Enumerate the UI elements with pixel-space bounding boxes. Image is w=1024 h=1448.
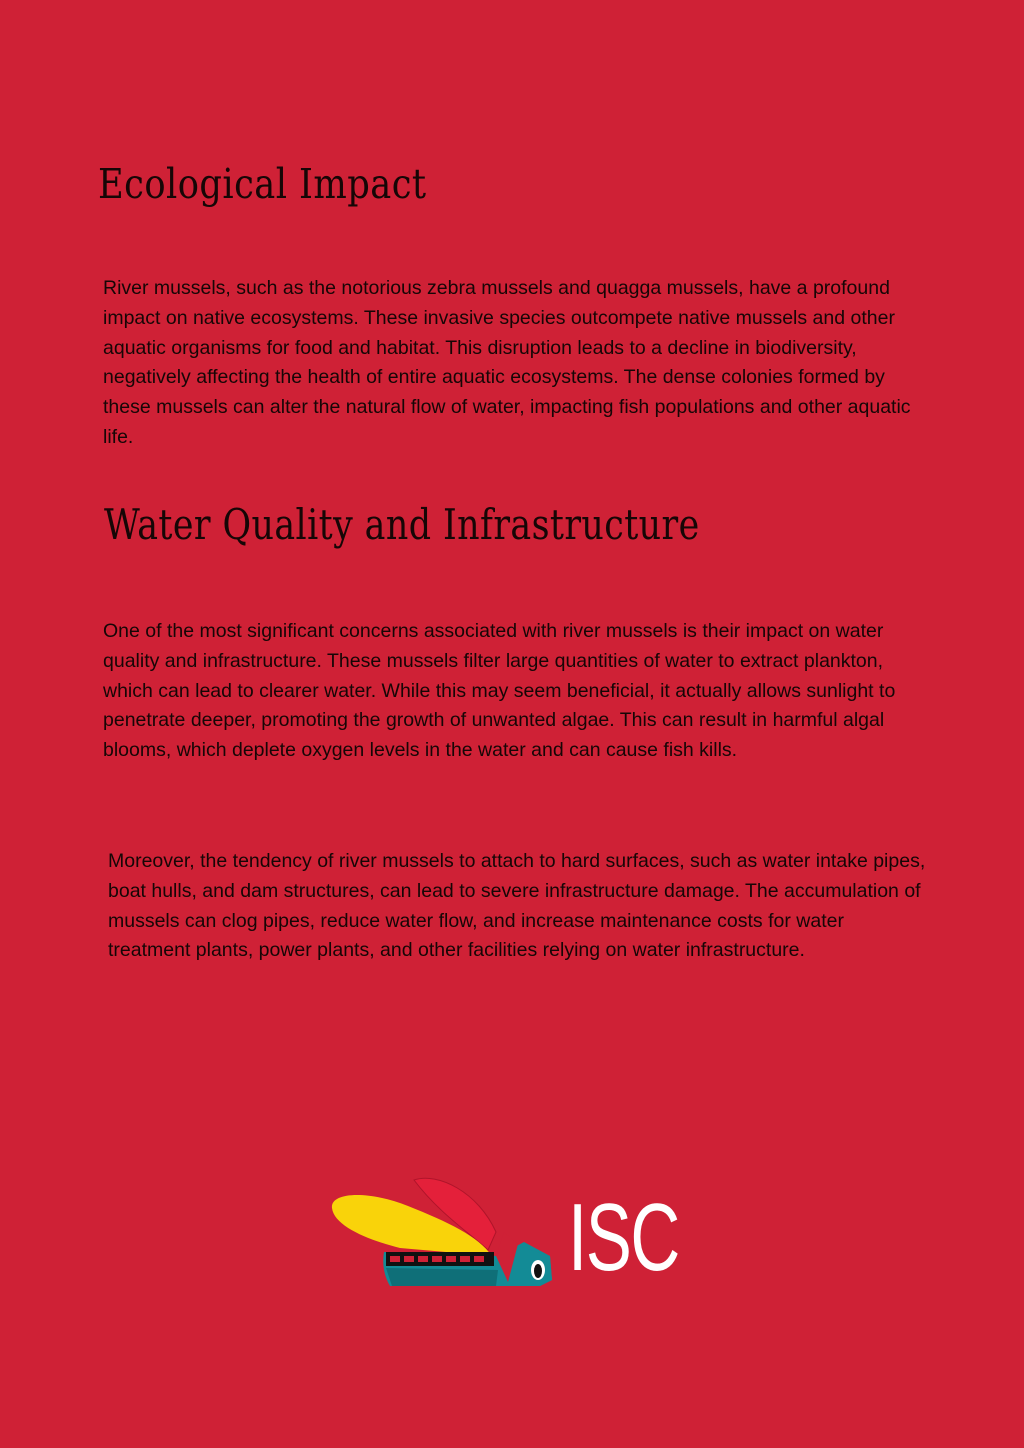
logo-text: ISC xyxy=(568,1184,679,1291)
paragraph-infrastructure: Moreover, the tendency of river mussels to attach to hard surfaces, such as water intake pipes, boat hulls, and dam structures, can lead to severe infrastructure damage. The accumulation of mussels can clog pipes, reduce water flow, and increase maintenance costs for water treatment plants, power plants, and other facilities relying on water infrastructure. xyxy=(108,850,926,962)
isc-logo xyxy=(328,1172,688,1292)
paragraph-ecological-impact: River mussels, such as the notorious zebra mussels and quagga mussels, have a profound impact on native ecosystems. These invasive species outcompete native mussels and other aquatic organisms for food and habitat. This disruption leads to a decline in biodiversity, negatively affecting the health of entire aquatic ecosystems. The dense colonies formed by these mussels can alter the natural flow of water, impacting fish populations and other aquatic life. xyxy=(103,277,911,448)
insect-bus-icon xyxy=(328,1172,558,1292)
paragraph-water-quality: One of the most significant concerns associated with river mussels is their impact on water quality and infrastructure. These mussels filter large quantities of water to extract plankton, which can lead to clearer water. While this may seem beneficial, it actually allows sunlight to penetrate deeper, promoting the growth of unwanted algae. This can result in harmful algal blooms, which deplete oxygen levels in the water and can cause fish kills. xyxy=(103,620,896,762)
heading-ecological-impact: Ecological Impact xyxy=(98,160,427,208)
heading-water-quality: Water Quality and Infrastructure xyxy=(104,500,700,549)
